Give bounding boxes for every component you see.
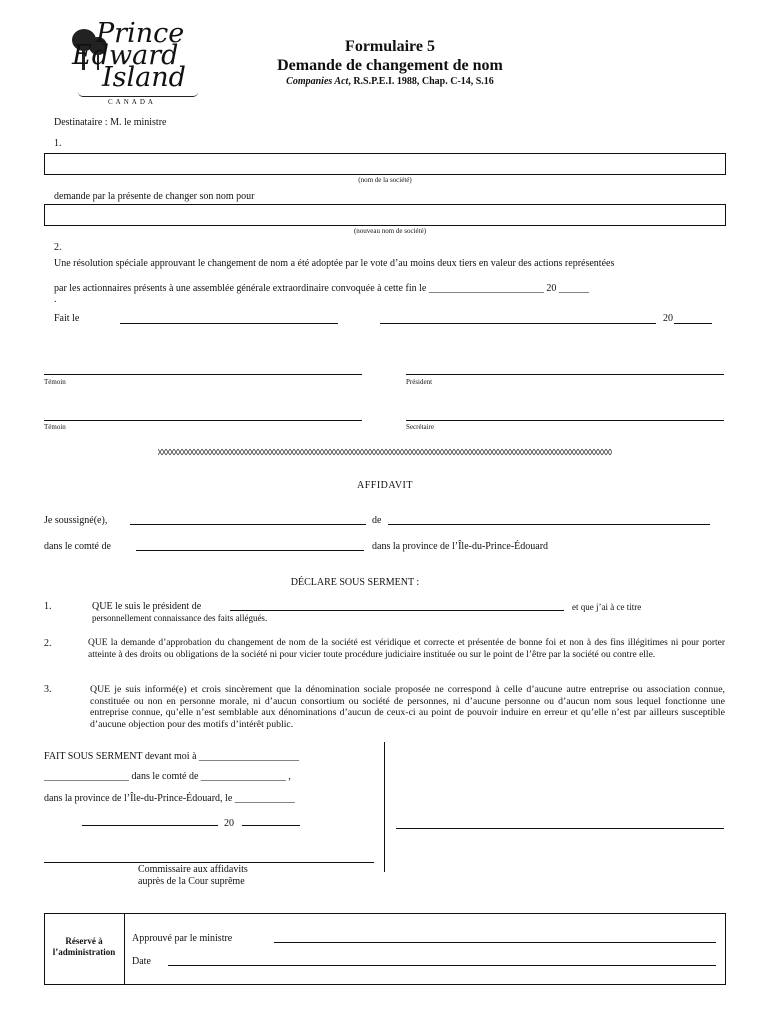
date-label: Date <box>132 956 151 967</box>
form-title: Formulaire 5 <box>345 38 435 55</box>
fait-le-year: 20 <box>663 313 673 324</box>
affidavit-title: AFFIDAVIT <box>357 480 413 491</box>
oath-divider <box>384 742 385 872</box>
logo-swoosh <box>78 92 198 97</box>
item-3-text: QUE je suis informé(e) et crois sincèrement que la dénomination sociale proposée ne correspond à celle d’aucune autre entreprise ou association connue, constituée ou non en personne morale, ni d’aucun consortium ou société de personnes, ni d’aucune personne ou d’aucun nom sous lequel fonctionne une entreprise connue, qu’elle n’est semblable aux dénominations d’aucun de ceux-ci au point de pouvoir induire en erreur et qu’elle n’est par ailleurs susceptible d’aucune objection pour des motifs d’intérêt public. <box>90 684 725 730</box>
admin-box-divider <box>124 913 125 984</box>
deponent-signature-line[interactable] <box>396 828 724 829</box>
new-company-name-field[interactable] <box>44 204 726 226</box>
act-citation: , R.S.P.E.I. 1988, Chap. C-14, S.16 <box>348 76 494 87</box>
fait-le-date-line[interactable] <box>120 323 338 324</box>
addressee: Destinataire : M. le ministre <box>54 117 167 128</box>
resolution-period: . <box>54 294 57 305</box>
oath-line-1: FAIT SOUS SERMENT devant moi à ____________________ <box>44 751 300 762</box>
logo-line-edward: Edward <box>72 40 179 71</box>
oath-date-line[interactable] <box>82 825 218 826</box>
witness-signature-line-1[interactable] <box>44 374 362 375</box>
resolution-line-1: Une résolution spéciale approuvant le changement de nom a été adoptée par le vote d’au moins deux tiers en valeur des actions représentées <box>54 258 615 269</box>
logo-line-island: Island <box>102 62 186 93</box>
admin-reserved-label-2: l’administration <box>52 947 116 957</box>
president-label: Président <box>406 378 433 386</box>
admin-box <box>44 913 726 985</box>
item-1-number: 1. <box>44 601 52 612</box>
act-name: Companies Act <box>286 76 349 87</box>
item-2-number: 2. <box>44 638 52 649</box>
oath-line-2: _________________ dans le comté de _________________ , <box>44 771 291 782</box>
comte-line[interactable] <box>136 550 364 551</box>
fait-le-year-line[interactable] <box>674 323 712 324</box>
section-separator <box>158 448 612 456</box>
resolution-line-2: par les actionnaires présents à une assemblée générale extraordinaire convoquée à cette fin le _______________________ 20 ______ <box>54 283 589 294</box>
declare-heading: DÉCLARE SOUS SERMENT : <box>290 577 420 588</box>
commissioner-label-2: auprès de la Cour suprême <box>138 876 245 887</box>
commissioner-label-1: Commissaire aux affidavits <box>138 864 248 875</box>
comte-label: dans le comté de <box>44 541 111 552</box>
company-name-field[interactable] <box>44 153 726 175</box>
secretary-signature-line[interactable] <box>406 420 724 421</box>
province-text: dans la province de l’Île-du-Prince-Édouard <box>372 541 549 552</box>
logo-line-prince: Prince <box>96 18 185 49</box>
item-1-president-line[interactable] <box>230 610 564 611</box>
approved-line[interactable] <box>274 942 716 943</box>
new-name-caption: (nouveau nom de société) <box>353 227 427 235</box>
date-line[interactable] <box>168 965 716 966</box>
item-1-text-b: et que j’ai à ce titre <box>572 602 642 612</box>
company-name-caption: (nom de la société) <box>358 176 412 184</box>
form-subtitle: Demande de changement de nom <box>277 57 503 74</box>
oath-line-3: dans la province de l’Île-du-Prince-Édouard, le ____________ <box>44 793 295 804</box>
president-signature-line[interactable] <box>406 374 724 375</box>
item-2-text: QUE la demande d’approbation du changement de nom de la société est véridique et correcte et présentée de bonne foi et non à des fins illégitimes ni pour porter atteinte à des droits ou obligations de la société ni pour vicier toute procédure judiciaire instituée ou sur le point de l’être par la société ou contre elle. <box>88 638 725 660</box>
section-number-1: 1. <box>54 138 62 149</box>
logo-country: CANADA <box>108 98 156 106</box>
commissioner-signature-line[interactable] <box>44 862 374 863</box>
de-place-line[interactable] <box>388 524 710 525</box>
item-3-number: 3. <box>44 684 52 695</box>
item-1-text-c: personnellement connaissance des faits allégués. <box>92 613 268 623</box>
act-reference <box>0 76 770 87</box>
witness-label-2: Témoin <box>44 423 66 431</box>
oath-year: 20 <box>224 818 234 829</box>
de-label: de <box>372 515 382 526</box>
fait-le-label: Fait le <box>54 313 80 324</box>
soussigne-label: Je soussigné(e), <box>44 515 108 526</box>
admin-reserved-label-1: Réservé à <box>65 936 103 946</box>
approved-label: Approuvé par le ministre <box>132 933 233 944</box>
oath-year-line[interactable] <box>242 825 300 826</box>
secretary-label: Secrétaire <box>406 423 434 431</box>
witness-label-1: Témoin <box>44 378 66 386</box>
witness-signature-line-2[interactable] <box>44 420 362 421</box>
section-number-2: 2. <box>54 242 62 253</box>
fait-le-place-line[interactable] <box>380 323 656 324</box>
request-text: demande par la présente de changer son nom pour <box>54 191 255 202</box>
item-1-text-a: QUE le suis le président de <box>92 601 202 612</box>
soussigne-name-line[interactable] <box>130 524 366 525</box>
